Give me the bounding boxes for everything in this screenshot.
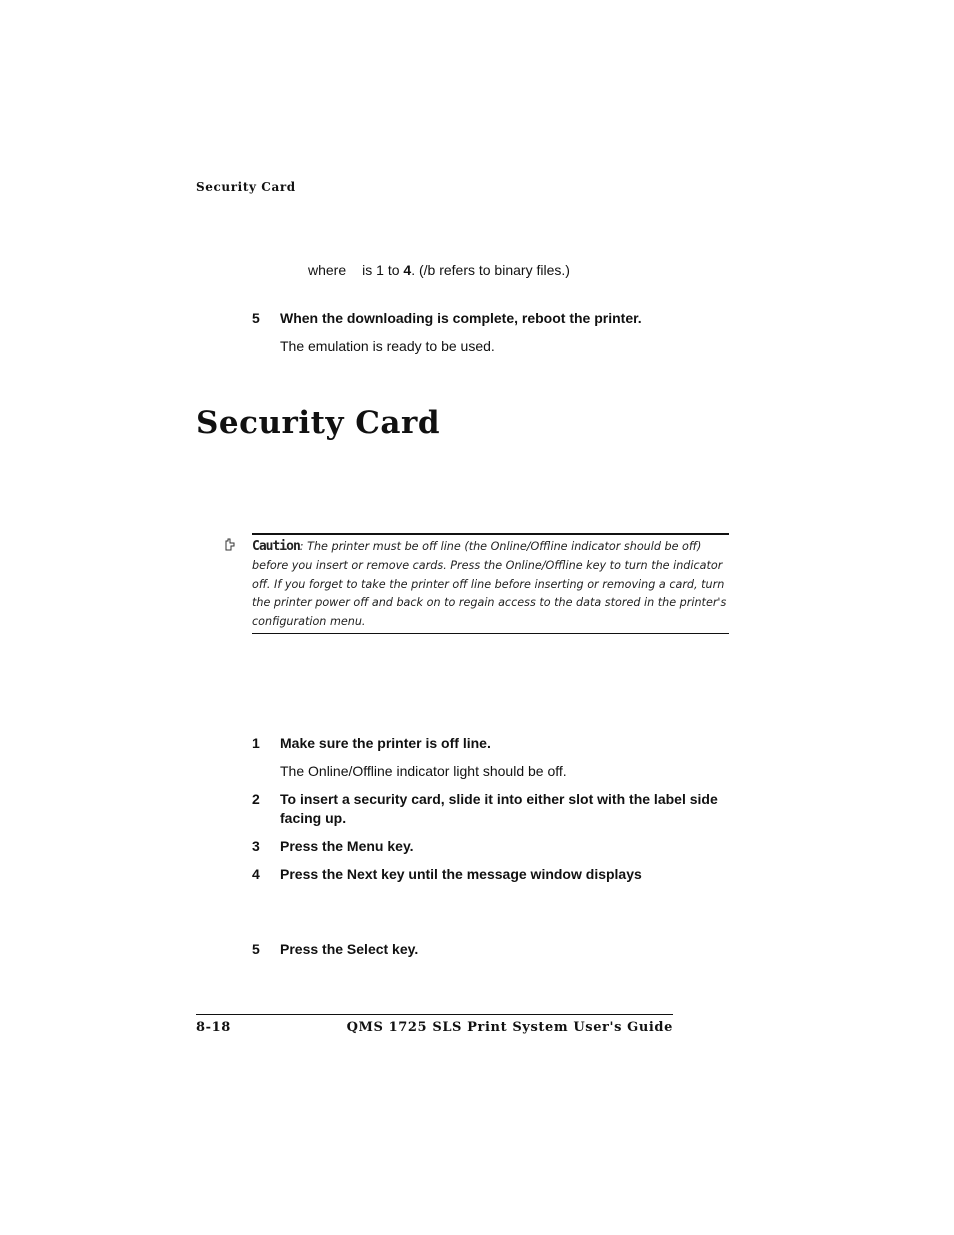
caution-label: Caution xyxy=(252,539,300,554)
step-result: The emulation is ready to be used. xyxy=(280,338,495,354)
footer-rule xyxy=(196,1014,673,1015)
step-number: 3 xyxy=(252,838,260,854)
step-number: 4 xyxy=(252,866,260,882)
step-text: Make sure the printer is off line. xyxy=(280,735,491,751)
step-number: 5 xyxy=(252,310,260,326)
caution-body: : The printer must be off line (the Online/Offline indicator should be off) before you insert or remove cards. Press the Online/Offline key to turn the indicator off. If you forget to take the printer off line before inserting or removing a card, turn the printer power off and back on to regain access to the data stored in the printer's configuration menu. xyxy=(252,540,727,629)
step-text: Press the Next key until the message window displays xyxy=(280,866,642,882)
page-number: 8-18 xyxy=(196,1020,231,1035)
caution-hand-icon xyxy=(224,538,236,551)
running-header: Security Card xyxy=(196,180,296,194)
step-number: 2 xyxy=(252,791,260,807)
where-line xyxy=(308,262,570,278)
caution-text xyxy=(252,538,729,632)
where-word: where xyxy=(308,262,347,278)
caution-box xyxy=(252,533,729,634)
step-text: To insert a security card, slide it into either slot with the label side facing up. xyxy=(280,791,718,826)
book-title: QMS 1725 SLS Print System User's Guide xyxy=(346,1020,673,1035)
step-result: The Online/Offline indicator light should be off. xyxy=(280,763,567,779)
step-number: 5 xyxy=(252,941,260,957)
where-rest-2: . (/b refers to binary files.) xyxy=(411,262,570,278)
step-text: Press the Menu key. xyxy=(280,838,414,854)
section-title: Security Card xyxy=(196,405,441,441)
step-number: 1 xyxy=(252,735,260,751)
step-text: Press the Select key. xyxy=(280,941,419,957)
where-bold-value: 4 xyxy=(403,262,412,278)
step-text: When the downloading is complete, reboot the printer. xyxy=(280,310,642,326)
where-rest-1: is 1 to xyxy=(362,262,404,278)
